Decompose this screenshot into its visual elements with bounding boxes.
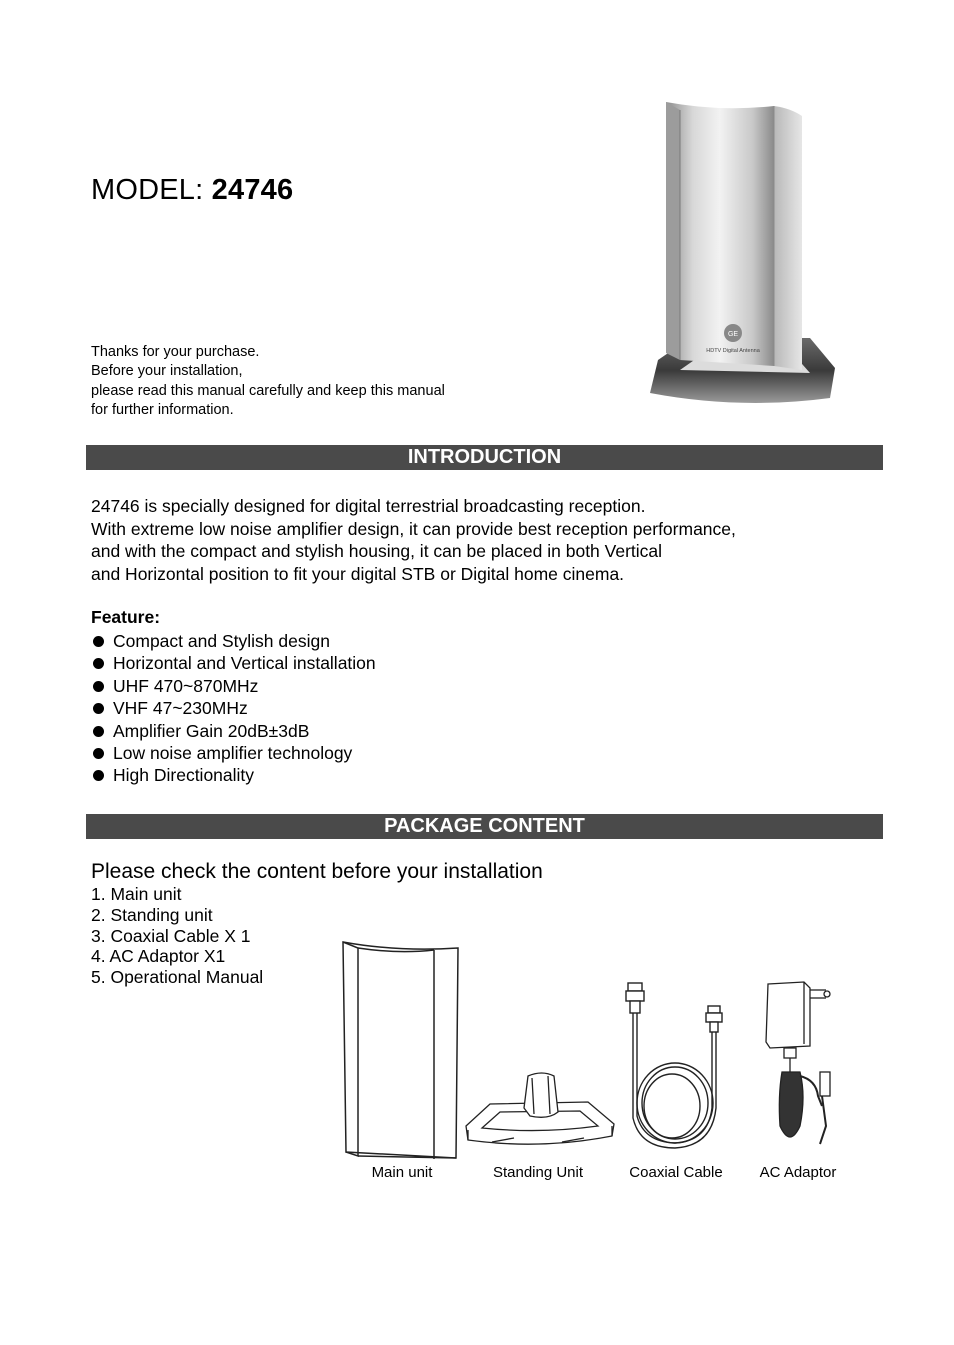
bullet-icon xyxy=(93,658,104,669)
standing-unit-drawing xyxy=(462,1068,618,1158)
main-unit-drawing xyxy=(338,938,464,1162)
package-item: 1. Main unit xyxy=(91,884,182,904)
caption-main-unit: Main unit xyxy=(371,1164,433,1181)
thanks-text xyxy=(91,343,445,420)
antenna-photo xyxy=(640,98,840,413)
caption-coaxial-cable: Coaxial Cable xyxy=(629,1164,723,1181)
package-item: 5. Operational Manual xyxy=(91,967,264,988)
feature-item xyxy=(91,742,376,764)
feature-item xyxy=(91,764,376,786)
feature-list xyxy=(91,630,376,787)
bullet-icon xyxy=(93,681,104,692)
feature-text: VHF 47~230MHz xyxy=(113,698,248,719)
intro-line: and with the compact and stylish housing, it can be placed in both Vertical xyxy=(91,541,663,561)
feature-text: Amplifier Gain 20dB±3dB xyxy=(113,720,310,741)
model-prefix: MODEL: xyxy=(91,174,212,206)
intro-line: 24746 is specially designed for digital terrestrial broadcasting reception. xyxy=(91,496,646,516)
caption-standing-unit: Standing Unit xyxy=(492,1164,584,1181)
feature-item xyxy=(91,652,376,674)
package-heading: PACKAGE CONTENT xyxy=(86,814,883,839)
model-number: 24746 xyxy=(211,174,294,206)
package-item: 4. AC Adaptor X1 xyxy=(91,946,226,967)
package-list xyxy=(91,884,263,988)
ac-adaptor-drawing xyxy=(760,976,844,1154)
bullet-icon xyxy=(93,770,104,781)
thanks-line: for further information. xyxy=(91,401,234,418)
feature-item xyxy=(91,697,376,719)
bullet-icon xyxy=(93,703,104,714)
feature-item xyxy=(91,630,376,652)
intro-line: With extreme low noise amplifier design, it can provide best reception performance, xyxy=(91,518,736,539)
model-title xyxy=(91,174,293,207)
feature-text: Compact and Stylish design xyxy=(113,631,330,651)
thanks-line: Before your installation, xyxy=(91,363,243,380)
feature-item xyxy=(91,720,376,742)
caption-ac-adaptor: AC Adaptor xyxy=(759,1164,837,1181)
check-text: Please check the content before your installation xyxy=(91,860,543,883)
thanks-line: Thanks for your purchase. xyxy=(91,344,260,360)
introduction-heading: INTRODUCTION xyxy=(86,445,883,470)
introduction-paragraph xyxy=(91,495,736,585)
feature-text: Horizontal and Vertical installation xyxy=(113,653,376,674)
bullet-icon xyxy=(93,636,104,647)
bullet-icon xyxy=(93,748,104,759)
feature-text: UHF 470~870MHz xyxy=(113,675,259,696)
package-item: 2. Standing unit xyxy=(91,904,213,925)
coaxial-cable-drawing xyxy=(620,978,730,1154)
feature-item xyxy=(91,675,376,697)
thanks-line: please read this manual carefully and keep this manual xyxy=(91,382,445,399)
bullet-icon xyxy=(93,726,104,737)
feature-title: Feature: xyxy=(91,607,161,627)
product-label: HDTV Digital Antenna xyxy=(706,348,760,354)
intro-line: and Horizontal position to fit your digital STB or Digital home cinema. xyxy=(91,563,625,584)
package-item: 3. Coaxial Cable X 1 xyxy=(91,925,251,946)
ge-logo-text: GE xyxy=(727,331,739,338)
feature-text: Low noise amplifier technology xyxy=(113,743,353,764)
feature-text: High Directionality xyxy=(113,765,255,786)
